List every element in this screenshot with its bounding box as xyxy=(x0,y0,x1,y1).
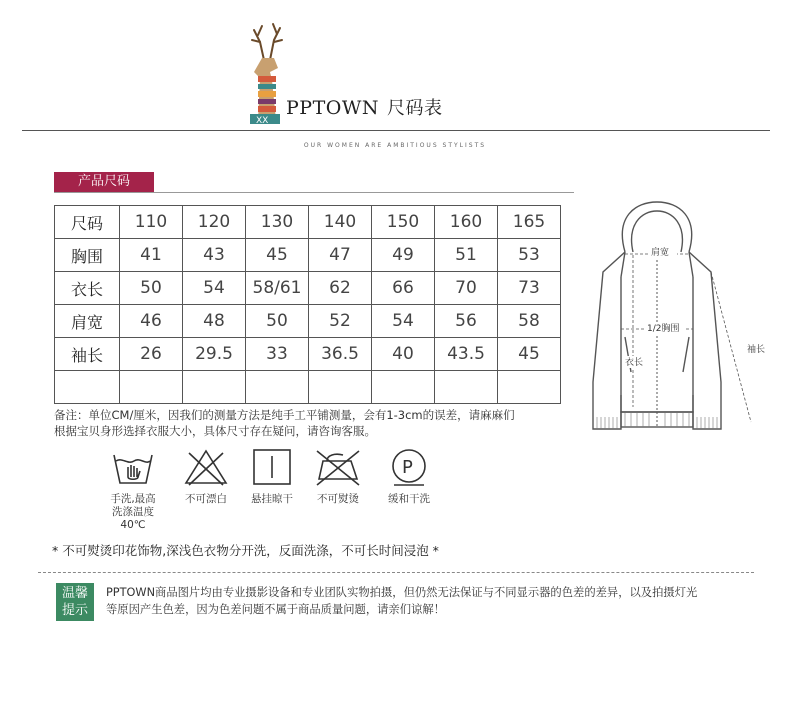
tip-badge: 温馨 提示 xyxy=(56,583,94,621)
length-label: 衣长 xyxy=(625,358,644,368)
care-warning: * 不可熨烫印花饰物,深浅色衣物分开洗，反面洗涤，不可长时间浸泡 * xyxy=(52,543,439,558)
size-cell: 130 xyxy=(246,206,309,239)
brand-name: PPTOWN xyxy=(286,97,379,119)
svg-text:P: P xyxy=(402,457,413,478)
size-table-row xyxy=(55,206,561,239)
size-cell: 36.5 xyxy=(309,338,372,371)
size-table-row xyxy=(55,338,561,371)
size-cell: 45 xyxy=(246,239,309,272)
care-label: 不可漂白 xyxy=(185,493,227,505)
size-cell: 51 xyxy=(435,239,498,272)
size-cell: 110 xyxy=(120,206,183,239)
size-cell: 56 xyxy=(435,305,498,338)
size-cell: 50 xyxy=(246,305,309,338)
size-cell: 73 xyxy=(498,272,561,305)
size-cell: 40 xyxy=(372,338,435,371)
shoulder-label: 肩宽 xyxy=(651,248,670,258)
size-cell: 165 xyxy=(498,206,561,239)
size-cell: 150 xyxy=(372,206,435,239)
size-cell: 33 xyxy=(246,338,309,371)
size-cell: 66 xyxy=(372,272,435,305)
size-cell: 50 xyxy=(120,272,183,305)
size-chart-title: 尺码表 xyxy=(386,98,443,119)
deer-logo xyxy=(246,20,286,128)
size-cell: 45 xyxy=(498,338,561,371)
half-chest-label: 1/2胸围 xyxy=(647,324,680,334)
row-header xyxy=(55,371,120,404)
size-cell: 43.5 xyxy=(435,338,498,371)
header-divider xyxy=(22,130,770,131)
size-cell: 48 xyxy=(183,305,246,338)
care-hang-dry xyxy=(237,447,307,506)
size-cell: 58 xyxy=(498,305,561,338)
size-table xyxy=(54,205,561,404)
size-cell xyxy=(120,371,183,404)
size-cell: 52 xyxy=(309,305,372,338)
size-cell: 62 xyxy=(309,272,372,305)
size-table-row xyxy=(55,371,561,404)
no-iron-icon xyxy=(313,447,363,487)
size-cell: 70 xyxy=(435,272,498,305)
size-cell xyxy=(183,371,246,404)
row-header: 肩宽 xyxy=(55,305,120,338)
size-table-row xyxy=(55,305,561,338)
slogan: OUR WOMEN ARE AMBITIOUS STYLISTS xyxy=(303,142,487,149)
care-gentle-dry-clean xyxy=(374,447,444,506)
care-label: 不可熨烫 xyxy=(317,493,359,505)
dashed-divider xyxy=(38,572,754,573)
section-title: 产品尺码 xyxy=(54,172,154,192)
tip-line-2: 等原因产生色差，因为色差问题不属于商品质量问题，请亲们谅解！ xyxy=(106,603,445,616)
row-header: 衣长 xyxy=(55,272,120,305)
size-cell: 26 xyxy=(120,338,183,371)
care-label: 缓和干洗 xyxy=(388,493,430,505)
sleeve-label: 袖长 xyxy=(747,345,766,355)
size-cell: 54 xyxy=(372,305,435,338)
measurement-note xyxy=(54,407,584,439)
care-no-bleach xyxy=(171,447,241,506)
size-cell xyxy=(309,371,372,404)
note-line-1: 备注：单位CM/厘米，因我们的测量方法是纯手工平铺测量，会有1-3cm的误差，请麻麻们 xyxy=(54,408,515,422)
hang-dry-icon xyxy=(249,447,295,487)
size-cell: 46 xyxy=(120,305,183,338)
size-cell xyxy=(246,371,309,404)
size-cell: 47 xyxy=(309,239,372,272)
svg-text:XX: XX xyxy=(256,116,269,126)
size-cell: 160 xyxy=(435,206,498,239)
tip-line-1: PPTOWN商品图片均由专业摄影设备和专业团队实物拍摄，但仍然无法保证与不同显示器的色差的差异，以及拍摄灯光 xyxy=(106,586,698,599)
size-cell xyxy=(372,371,435,404)
size-cell xyxy=(498,371,561,404)
tip-text xyxy=(106,584,770,618)
size-cell: 29.5 xyxy=(183,338,246,371)
size-table-row xyxy=(55,239,561,272)
size-cell: 53 xyxy=(498,239,561,272)
no-bleach-icon xyxy=(183,447,229,487)
size-cell: 43 xyxy=(183,239,246,272)
size-cell: 58/61 xyxy=(246,272,309,305)
size-cell: 120 xyxy=(183,206,246,239)
hand-wash-icon xyxy=(110,447,156,487)
size-cell: 49 xyxy=(372,239,435,272)
size-cell xyxy=(435,371,498,404)
section-divider xyxy=(54,192,574,193)
size-cell: 54 xyxy=(183,272,246,305)
row-header: 尺码 xyxy=(55,206,120,239)
note-line-2: 根据宝贝身形选择衣服大小，具体尺寸存在疑问，请咨询客服。 xyxy=(54,424,376,438)
size-table-row xyxy=(55,272,561,305)
size-cell: 41 xyxy=(120,239,183,272)
care-label: 悬挂晾干 xyxy=(251,493,293,505)
row-header: 袖长 xyxy=(55,338,120,371)
care-label: 手洗,最高 洗涤温度 40℃ xyxy=(110,493,156,531)
size-cell: 140 xyxy=(309,206,372,239)
jacket-measurement-diagram xyxy=(585,197,780,437)
page-title xyxy=(286,94,442,120)
care-no-iron xyxy=(303,447,373,506)
care-hand-wash xyxy=(98,447,168,532)
gentle-dry-clean-icon xyxy=(386,447,432,487)
row-header: 胸围 xyxy=(55,239,120,272)
